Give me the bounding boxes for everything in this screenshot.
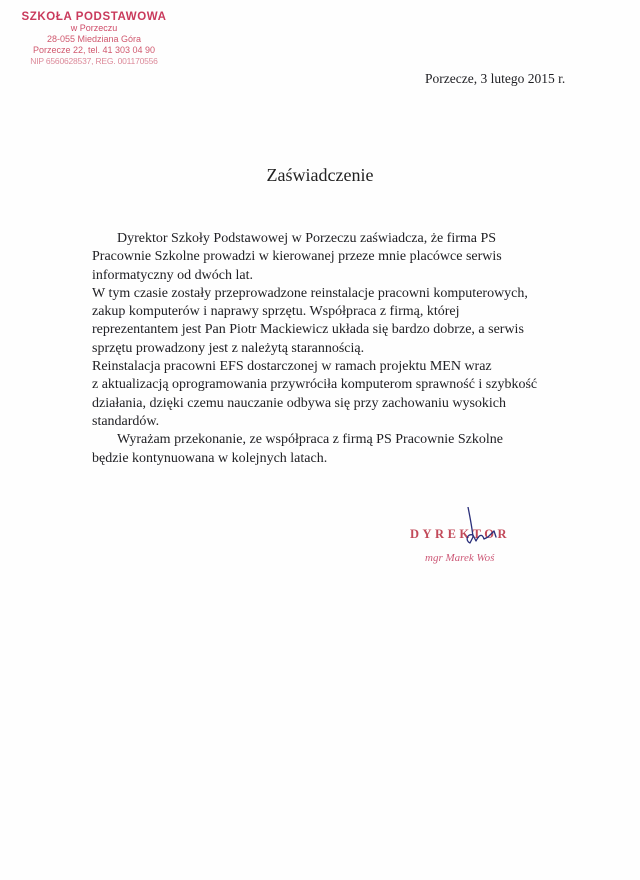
body-line: sprzętu prowadzony jest z należytą starannością. [92, 340, 365, 356]
stamp-title: SZKOŁA PODSTAWOWA [21, 11, 167, 23]
stamp-line-4: NIP 6560628537, REG. 001170556 [30, 56, 158, 66]
body-line: z aktualizacją oprogramowania przywróciła komputerom sprawność i szybkość [92, 377, 538, 393]
signature-role: DYREKTOR [410, 527, 511, 541]
letter-date: Porzecze, 3 lutego 2015 r. [425, 71, 566, 86]
signature-block [410, 515, 530, 585]
body-line: działania, dzięki czemu nauczanie odbywa się przy zachowaniu wysokich [92, 395, 506, 411]
body-line: Dyrektor Szkoły Podstawowej w Porzeczu zaświadcza, że firma PS [117, 231, 497, 246]
stamp-line-1: w Porzeczu [70, 23, 118, 33]
handwritten-signature-icon [410, 507, 530, 567]
school-stamp [14, 12, 174, 67]
body-line: standardów. [92, 413, 160, 429]
signature-name: mgr Marek Woś [425, 552, 495, 564]
body-line: W tym czasie zostały przeprowadzone reinstalacje pracowni komputerowych, [92, 285, 528, 301]
stamp-line-2: 28-055 Miedziana Góra [46, 34, 142, 44]
body-line: reprezentantem jest Pan Piotr Mackiewicz układa się bardzo dobrze, a serwis [92, 322, 524, 338]
letter-title: Zaświadczenie [266, 165, 374, 185]
body-line: zakup komputerów i naprawy sprzętu. Współpraca z firmą, której [92, 304, 460, 320]
body-line: Pracownie Szkolne prowadzi w kierowanej przeze mnie placówce serwis [92, 249, 502, 265]
body-line: będzie kontynuowana w kolejnych latach. [92, 450, 328, 466]
body-line: informatyczny od dwóch lat. [92, 267, 253, 283]
letter-body [92, 230, 562, 468]
body-line: Reinstalacja pracowni EFS dostarczonej w ramach projektu MEN wraz [92, 359, 492, 375]
body-line: Wyrażam przekonanie, ze współpraca z firmą PS Pracownie Szkolne [117, 432, 503, 448]
stamp-line-3: Porzecze 22, tel. 41 303 04 90 [32, 45, 156, 55]
